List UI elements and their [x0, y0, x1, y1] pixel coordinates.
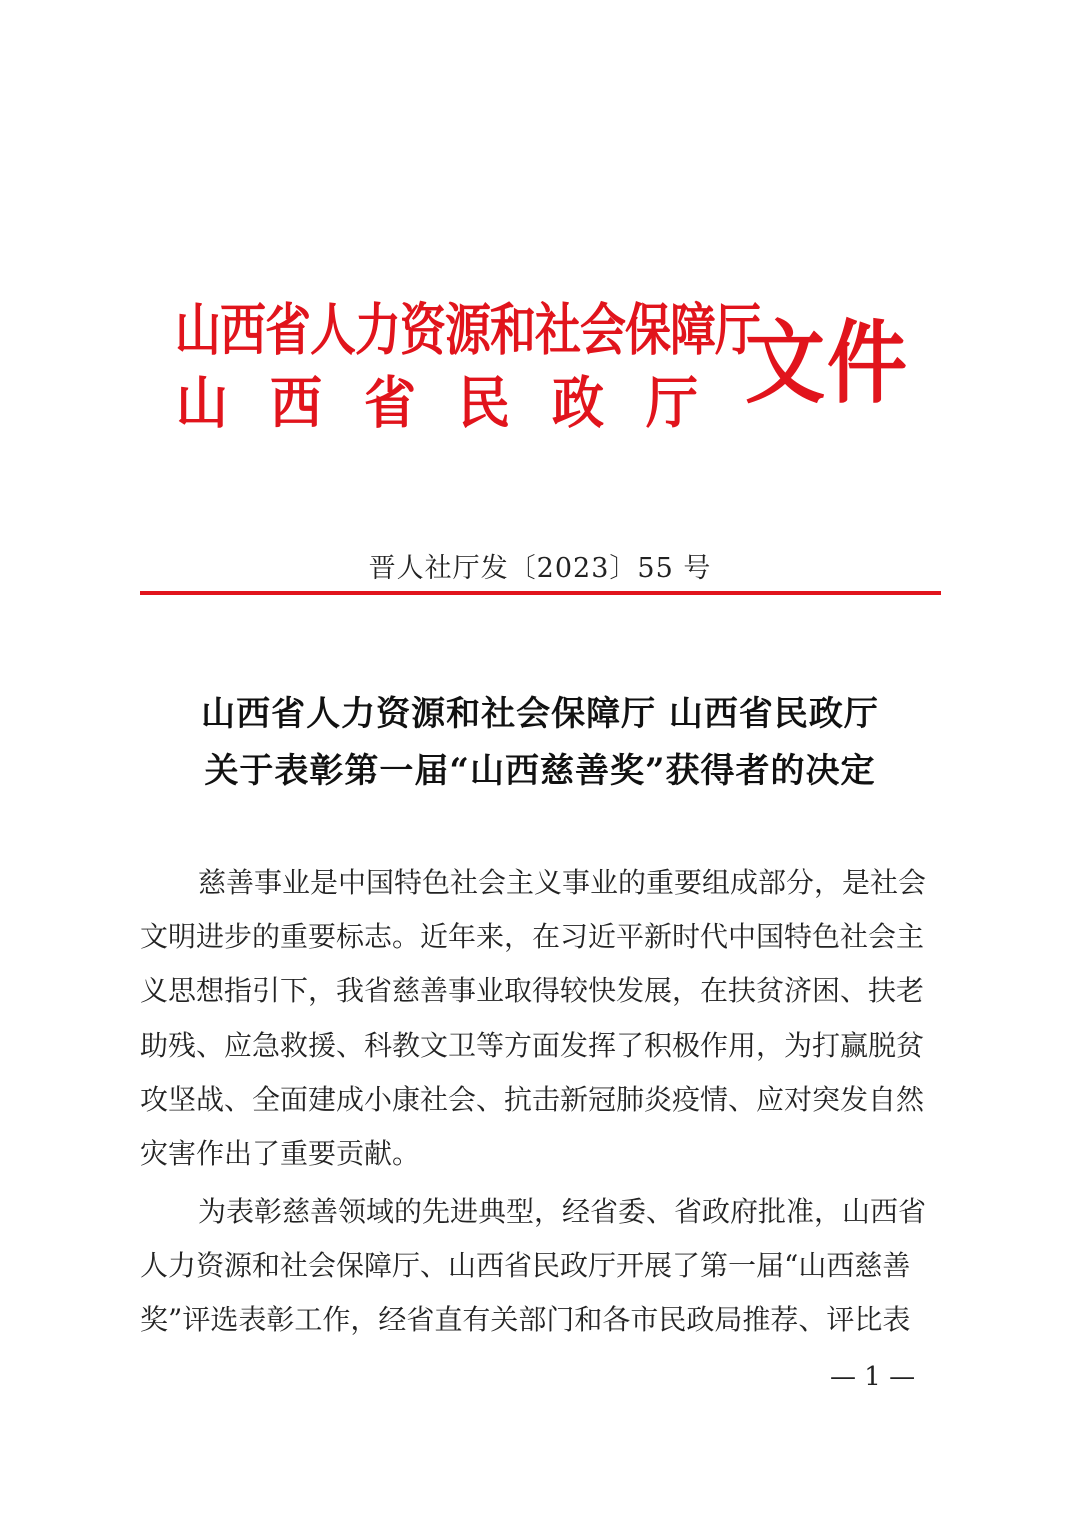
document-type-label: 文件	[745, 310, 909, 416]
paragraph-line: 为表彰慈善领域的先进典型，经省委、省政府批准，山西省	[198, 1195, 927, 1228]
paragraph-line: 灾害作出了重要贡献。	[140, 1136, 421, 1170]
red-divider-line	[140, 591, 941, 595]
document-title-line-2: 关于表彰第一届“山西慈善奖”获得者的决定	[204, 751, 876, 791]
paragraph-line: 慈善事业是中国特色社会主义事业的重要组成部分，是社会	[198, 866, 927, 899]
document-title-line-1: 山西省人力资源和社会保障厅 山西省民政厅	[201, 694, 879, 734]
paragraph-line: 奖”评选表彰工作，经省直有关部门和各市民政局推荐、评比表	[140, 1303, 911, 1337]
document-number: 晋人社厅发〔2023〕55 号	[368, 553, 712, 584]
paragraph-line: 攻坚战、全面建成小康社会、抗击新冠肺炎疫情、应对突发自然	[140, 1082, 925, 1116]
issuing-org-hrss: 山西省人力资源和社会保障厅	[175, 297, 760, 363]
paragraph-line: 人力资源和社会保障厅、山西省民政厅开展了第一届“山西慈善	[140, 1249, 911, 1283]
body-paragraph-1	[140, 856, 942, 1181]
body-paragraph-2	[140, 1185, 942, 1348]
issuing-org-civil-affairs: 山西省民政厅	[176, 370, 741, 437]
paragraph-line: 助残、应急救援、科教文卫等方面发挥了积极作用，为打赢脱贫	[140, 1028, 925, 1062]
paragraph-line: 义思想指引下，我省慈善事业取得较快发展，在扶贫济困、扶老	[140, 974, 925, 1008]
paragraph-line: 文明进步的重要标志。近年来，在习近平新时代中国特色社会主	[140, 920, 925, 954]
page-number: — 1 —	[830, 1362, 916, 1392]
